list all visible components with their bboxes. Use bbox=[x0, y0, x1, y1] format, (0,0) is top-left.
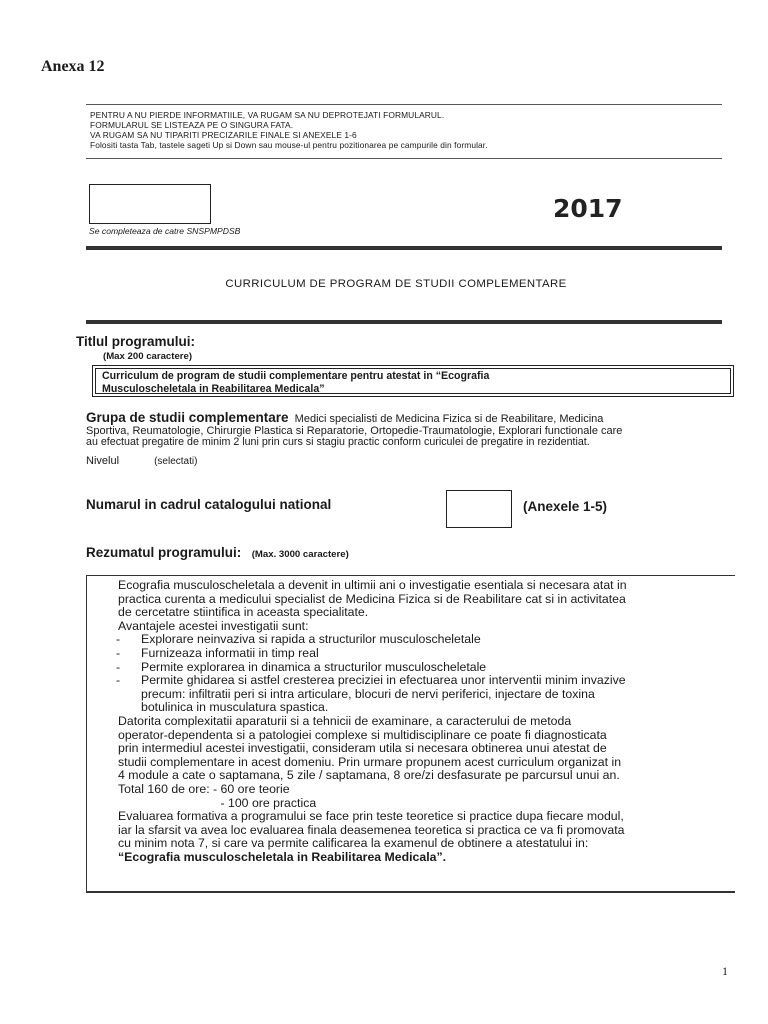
page-title: CURRICULUM DE PROGRAM DE STUDII COMPLEMENTARE bbox=[225, 278, 567, 290]
study-group-heading: Grupa de studii complementare bbox=[86, 410, 289, 425]
summary-text bbox=[118, 579, 732, 864]
summary-heading-row bbox=[86, 544, 349, 562]
program-title-line: Curriculum de program de studii complementare pentru atestat in “Ecografia bbox=[102, 370, 490, 382]
summary-line: Avantajele acestei investigatii sunt: bbox=[118, 618, 309, 633]
summary-line: de cercetatre stiintifica in aceasta specialitate. bbox=[118, 605, 369, 620]
summary-field-border bbox=[86, 891, 735, 893]
summary-line: cu minim nota 7, si care va permite calificarea la examenul de obtinere a atestatului in: bbox=[118, 836, 589, 851]
list-item: - Permite explorarea in dinamica a structurilor musculoscheletale bbox=[116, 659, 487, 674]
program-title-limit: (Max 200 caractere) bbox=[103, 351, 193, 362]
page-number: 1 bbox=[722, 964, 728, 978]
divider bbox=[86, 320, 722, 324]
summary-line: prin intermediul acestei investigatii, consideram utila si necesara obtinerea unui atestat de bbox=[118, 741, 607, 756]
program-title-field[interactable] bbox=[92, 365, 734, 397]
catalog-number-label: Numarul in cadrul catalogului national bbox=[86, 497, 332, 512]
notice-line: VA RUGAM SA NU TIPARITI PRECIZARILE FINALE SI ANEXELE 1-6 bbox=[90, 130, 357, 140]
program-title-heading: Titlul programului: bbox=[76, 334, 195, 349]
study-group-text: Medici specialisti de Medicina Fizica si de Reabilitare, Medicina bbox=[294, 413, 604, 425]
divider bbox=[86, 246, 722, 250]
level-row bbox=[86, 455, 229, 467]
list-item: - Explorare neinvaziva si rapida a structurilor musculoscheletale bbox=[116, 632, 481, 647]
summary-line: practica curenta a medicului specialist de Medicina Fizica si de Reabilitare cat si in activitatea bbox=[118, 591, 626, 606]
summary-line: Total 160 de ore: - 60 ore teorie bbox=[118, 781, 290, 796]
summary-line: studii complementare in acest domeniu. Prin urmare propunem acest curriculum organizat in bbox=[118, 754, 622, 769]
code-field-note: Se completeaza de catre SNSPMPDSB bbox=[89, 226, 241, 236]
summary-line: botulinica in musculatura spastica. bbox=[141, 700, 329, 715]
summary-line: Datorita complexitatii aparaturii si a tehnicii de examinare, a caracterului de metoda bbox=[118, 713, 572, 728]
notice-line: FORMULARUL SE LISTEAZA PE O SINGURA FATA. bbox=[90, 120, 294, 130]
summary-line: iar la sfarsit va avea loc evaluarea finala deasemenea teoretica si practica ce va fi promovata bbox=[118, 822, 625, 837]
summary-limit: (Max. 3000 caractere) bbox=[251, 549, 349, 560]
notice-line: Folositi tasta Tab, tastele sageti Up si Down sau mouse-ul pentru pozitionarea pe campurile din formular. bbox=[90, 140, 488, 150]
form-notice bbox=[90, 110, 488, 150]
level-select[interactable]: (selectati) bbox=[154, 456, 198, 467]
study-group-text: Sportiva, Reumatologie, Chirurgie Plastica si Reparatorie, Ortopedie-Traumatologie, Explorari functionale care bbox=[86, 424, 623, 437]
summary-line: 4 module a cate o saptamana, 5 zile / saptamana, 8 ore/zi desfasurate pe parcursul unui an. bbox=[118, 768, 620, 783]
annex-label: Anexa 12 bbox=[41, 58, 105, 75]
study-group-text: au efectuat pregatire de minim 2 luni prin curs si stagiu practic conform curiculei de pregatire in rezidentiat. bbox=[86, 436, 590, 449]
summary-line: operator-dependenta si a patologiei complexe si multidisciplinare ce poate fi diagnosticata bbox=[118, 727, 607, 742]
program-title-line: Musculoscheletala in Reabilitarea Medicala” bbox=[102, 382, 325, 395]
divider bbox=[86, 104, 722, 105]
summary-final-line: “Ecografia musculoscheletala in Reabilitarea Medicala”. bbox=[118, 849, 447, 864]
summary-line: Ecografia musculoscheletala a devenit in ultimii ani o investigatie esentiala si necesara atat in bbox=[118, 578, 627, 592]
list-item: - Furnizeaza informatii in timp real bbox=[116, 645, 319, 660]
catalog-annex-note: (Anexele 1-5) bbox=[523, 499, 608, 514]
registration-code-field[interactable] bbox=[89, 184, 211, 224]
catalog-number-field[interactable] bbox=[446, 490, 512, 528]
divider bbox=[86, 158, 722, 159]
form-year: 2017 bbox=[553, 194, 623, 223]
level-label: Nivelul bbox=[86, 455, 120, 467]
study-group-block bbox=[86, 412, 736, 449]
notice-line: PENTRU A NU PIERDE INFORMATIILE, VA RUGAM SA NU DEPROTEJATI FORMULARUL. bbox=[90, 110, 445, 120]
summary-line: - 100 ore practica bbox=[118, 795, 317, 810]
summary-heading: Rezumatul programului: bbox=[86, 545, 242, 560]
summary-line: Evaluarea formativa a programului se face prin teste teoretice si practice dupa fiecare modul, bbox=[118, 809, 624, 824]
summary-line: precum: infiltratii peri si intra articulare, blocuri de nervi periferici, injectare de toxina bbox=[141, 686, 595, 701]
list-item: - Permite ghidarea si astfel cresterea preciziei in efectuarea unor interventii minim invazive bbox=[116, 673, 626, 688]
